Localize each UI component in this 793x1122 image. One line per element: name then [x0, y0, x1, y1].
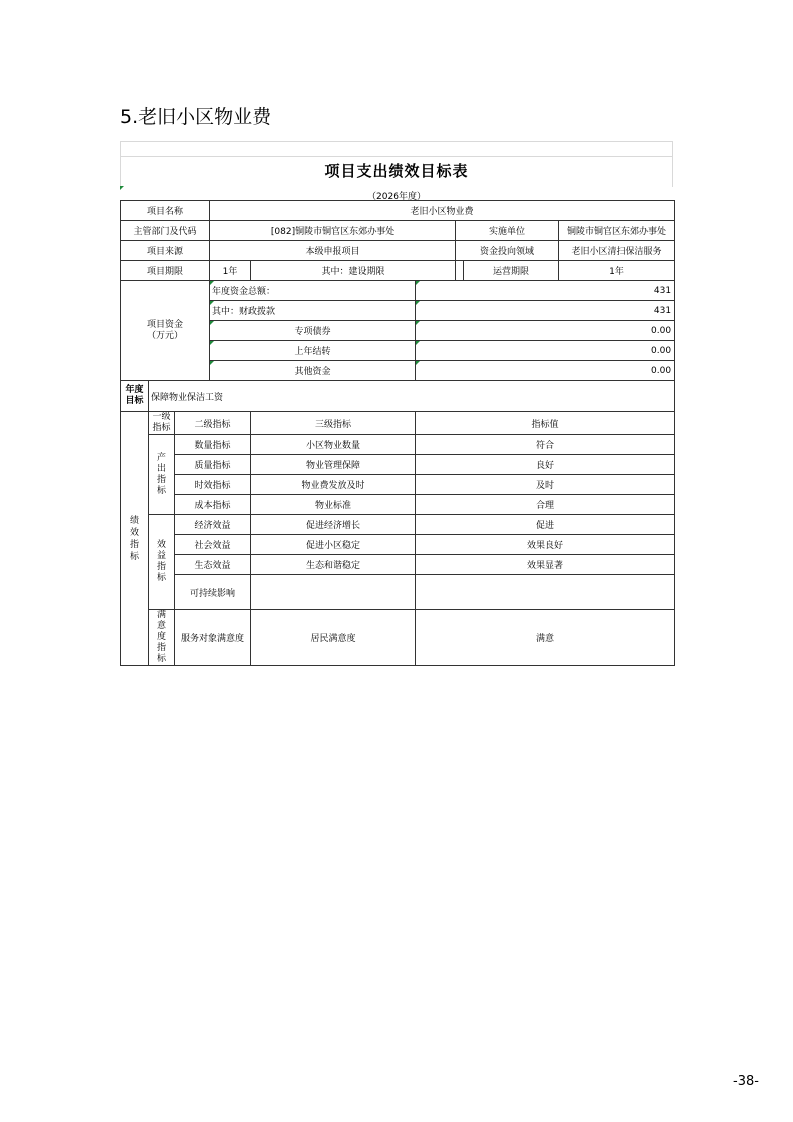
level3-cell: 小区物业数量 [251, 435, 416, 455]
table-row [121, 435, 675, 455]
performance-table [120, 200, 675, 666]
level2-cell: 生态效益 [175, 555, 251, 575]
source-label: 项目来源 [121, 241, 210, 261]
table-row [121, 575, 675, 610]
fiscal-label: 其中：财政拨款 [210, 301, 416, 321]
level3-cell: 物业费发放及时 [251, 475, 416, 495]
satisfaction-label: 满意度指标 [149, 610, 175, 666]
row-period [121, 261, 675, 281]
period-value: 1年 [210, 261, 251, 281]
operation-value: 1年 [559, 261, 675, 281]
level2-cell: 时效指标 [175, 475, 251, 495]
annual-target-value: 保障物业保洁工资 [149, 381, 675, 412]
construction-label: 其中：建设期限 [251, 261, 456, 281]
table-row [121, 495, 675, 515]
project-name-value: 老旧小区物业费 [210, 201, 675, 221]
level1-header: 一级指标 [149, 412, 175, 435]
level2-cell: 质量指标 [175, 455, 251, 475]
indicator-value-header: 指标值 [416, 412, 675, 435]
level3-cell: 物业管理保障 [251, 455, 416, 475]
department-value: [082]铜陵市铜官区东郊办事处 [210, 221, 456, 241]
table-row [121, 555, 675, 575]
annual-target-label: 年度目标 [121, 381, 149, 412]
implementer-label: 实施单位 [456, 221, 559, 241]
funds-label: 项目资金 （万元） [121, 281, 210, 381]
row-annual-target [121, 381, 675, 412]
table-row [121, 455, 675, 475]
level3-cell: 居民满意度 [251, 610, 416, 666]
row-department [121, 221, 675, 241]
level2-cell: 可持续影响 [175, 575, 251, 610]
level2-cell: 社会效益 [175, 535, 251, 555]
page-number: -38- [733, 1074, 759, 1089]
source-value: 本级申报项目 [210, 241, 456, 261]
level2-header: 二级指标 [175, 412, 251, 435]
row-project-name [121, 201, 675, 221]
table-row [121, 610, 675, 666]
table-row [121, 535, 675, 555]
level3-cell [251, 575, 416, 610]
period-label: 项目期限 [121, 261, 210, 281]
carryover-value: 0.00 [416, 341, 675, 361]
value-cell: 合理 [416, 495, 675, 515]
level2-cell: 数量指标 [175, 435, 251, 455]
effect-label: 效益指标 [149, 515, 175, 610]
value-cell: 效果显著 [416, 555, 675, 575]
value-cell [416, 575, 675, 610]
value-cell: 促进 [416, 515, 675, 535]
value-cell: 满意 [416, 610, 675, 666]
other-label: 其他资金 [210, 361, 416, 381]
level3-cell: 物业标准 [251, 495, 416, 515]
operation-label: 运营期限 [464, 261, 559, 281]
other-value: 0.00 [416, 361, 675, 381]
direction-value: 老旧小区清扫保洁服务 [559, 241, 675, 261]
level3-cell: 生态和谐稳定 [251, 555, 416, 575]
department-label: 主管部门及代码 [121, 221, 210, 241]
table-year: （2026年度） [367, 192, 426, 202]
level2-cell: 经济效益 [175, 515, 251, 535]
special-bond-value: 0.00 [416, 321, 675, 341]
table-row [121, 515, 675, 535]
total-value: 431 [416, 281, 675, 301]
project-name-label: 项目名称 [121, 201, 210, 221]
value-cell: 良好 [416, 455, 675, 475]
level3-header: 三级指标 [251, 412, 416, 435]
construction-value [456, 261, 464, 281]
table-row [121, 475, 675, 495]
carryover-label: 上年结转 [210, 341, 416, 361]
fiscal-value: 431 [416, 301, 675, 321]
level3-cell: 促进小区稳定 [251, 535, 416, 555]
level3-cell: 促进经济增长 [251, 515, 416, 535]
level2-cell: 成本指标 [175, 495, 251, 515]
row-funds-total [121, 281, 675, 301]
total-label: 年度资金总额： [210, 281, 416, 301]
row-indicator-header [121, 412, 675, 435]
row-source [121, 241, 675, 261]
perf-indicator-label: 绩效指标 [121, 412, 149, 666]
implementer-value: 铜陵市铜官区东郊办事处 [559, 221, 675, 241]
cell-marker [120, 186, 124, 190]
special-bond-label: 专项债券 [210, 321, 416, 341]
table-title: 项目支出绩效目标表 [324, 162, 469, 180]
direction-label: 资金投向领域 [456, 241, 559, 261]
value-cell: 符合 [416, 435, 675, 455]
output-label: 产出指标 [149, 435, 175, 515]
level2-cell: 服务对象满意度 [175, 610, 251, 666]
value-cell: 效果良好 [416, 535, 675, 555]
value-cell: 及时 [416, 475, 675, 495]
section-heading: 5.老旧小区物业费 [120, 106, 272, 128]
